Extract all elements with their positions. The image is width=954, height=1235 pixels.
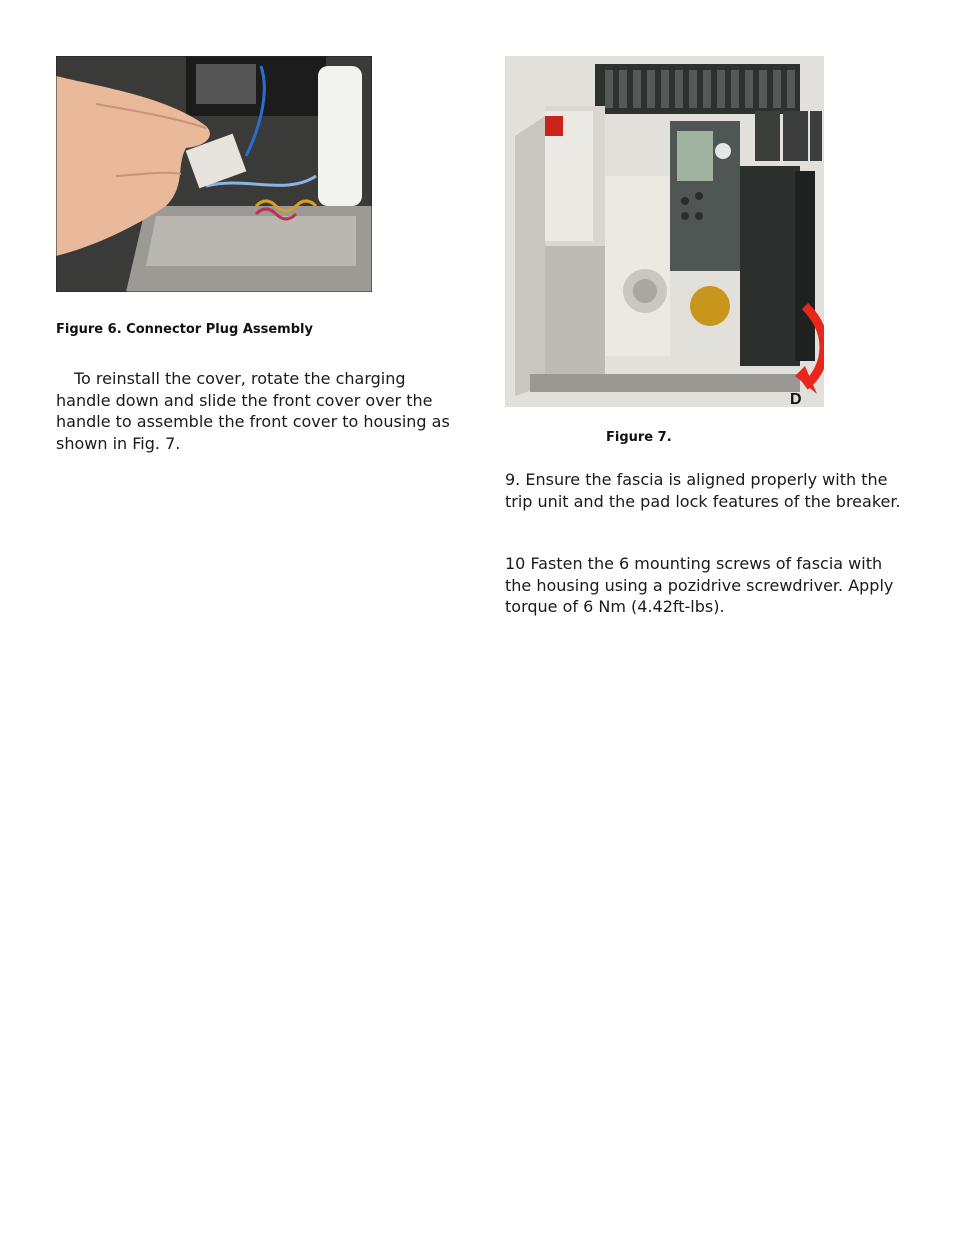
paragraph-line: trip unit and the pad lock features of the breaker. — [505, 491, 901, 511]
paragraph-line: shown in Fig. 7. — [56, 434, 181, 454]
paragraph-line: the housing using a pozidrive screwdriver. Apply — [505, 575, 894, 595]
paragraph-line: 10 Fasten the 6 mounting screws of fascia with — [505, 554, 883, 573]
figure-7-photo — [505, 56, 824, 407]
paragraph-line: To reinstall the cover, rotate the charging — [74, 369, 406, 388]
step-9-paragraph — [505, 469, 905, 512]
step-10-paragraph — [505, 553, 905, 618]
arrow-label-d: D — [790, 391, 802, 407]
paragraph-line: handle down and slide the front cover over the — [56, 390, 433, 410]
paragraph-line: torque of 6 Nm (4.42ft-lbs). — [505, 597, 725, 617]
figure-6-photo — [56, 56, 372, 292]
figure-6-caption: Figure 6. Connector Plug Assembly — [56, 322, 313, 337]
figure-7-caption: Figure 7. — [606, 430, 672, 445]
paragraph-line: 9. Ensure the fascia is aligned properly with the — [505, 470, 888, 489]
reinstall-cover-paragraph — [56, 368, 456, 455]
paragraph-line: handle to assemble the front cover to housing as — [56, 412, 450, 432]
